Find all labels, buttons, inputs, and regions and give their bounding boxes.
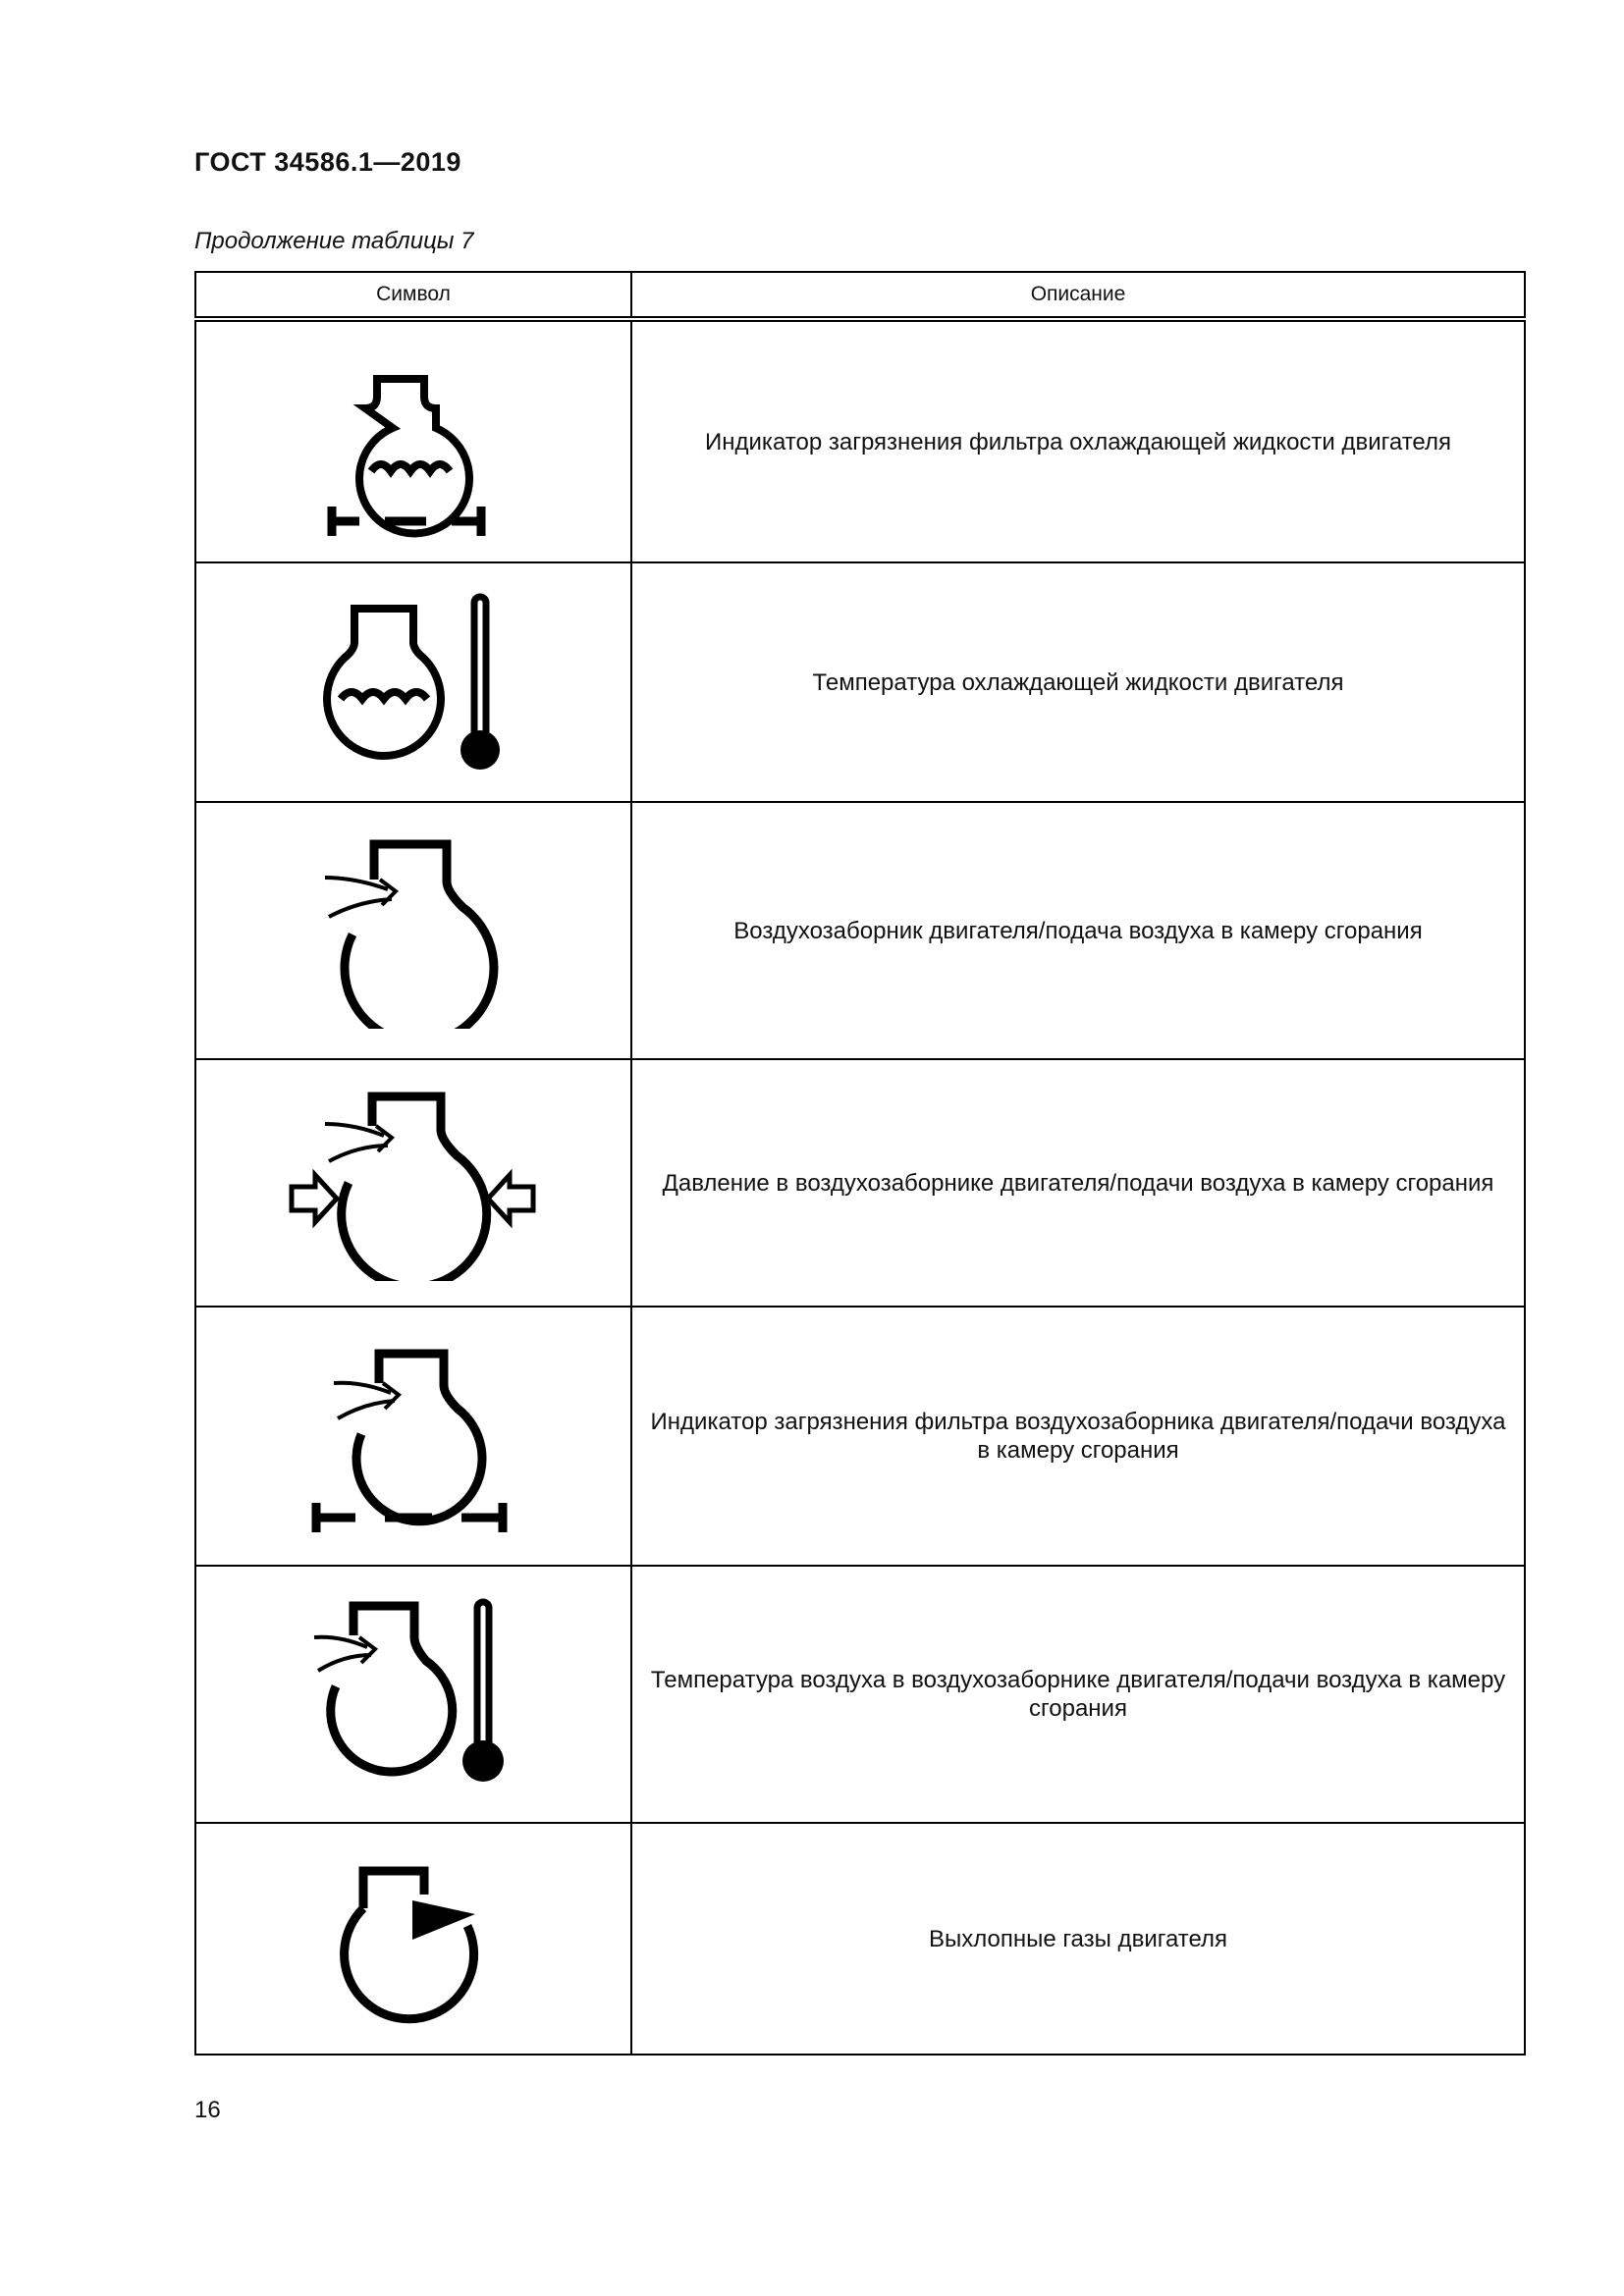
table-row bbox=[195, 319, 1525, 562]
description-cell: Давление в воздухозаборнике двигателя/подачи воздуха в камеру сгорания bbox=[631, 1059, 1525, 1307]
table-row bbox=[195, 1566, 1525, 1823]
page-number: 16 bbox=[194, 2097, 221, 2123]
standard-title: ГОСТ 34586.1—2019 bbox=[194, 147, 461, 177]
column-header-description: Описание bbox=[631, 272, 1525, 319]
table-row bbox=[195, 1059, 1525, 1307]
table-header-row bbox=[195, 272, 1525, 319]
table-row bbox=[195, 802, 1525, 1059]
symbols-table bbox=[194, 271, 1526, 2056]
description-cell: Воздухозаборник двигателя/подача воздуха в камеру сгорания bbox=[631, 802, 1525, 1059]
engine-coolant-filter-clog-icon bbox=[320, 344, 507, 540]
symbol-cell bbox=[195, 562, 631, 802]
symbol-cell bbox=[195, 1566, 631, 1823]
symbol-cell bbox=[195, 319, 631, 562]
symbol-cell bbox=[195, 1823, 631, 2055]
symbol-cell bbox=[195, 1059, 631, 1307]
engine-coolant-temperature-icon bbox=[315, 589, 512, 775]
engine-air-intake-pressure-icon bbox=[286, 1085, 541, 1281]
description-cell: Индикатор загрязнения фильтра охлаждающей жидкости двигателя bbox=[631, 319, 1525, 562]
description-cell: Температура воздуха в воздухозаборнике двигателя/подачи воздуха в камеру сгорания bbox=[631, 1566, 1525, 1823]
column-header-symbol: Символ bbox=[195, 272, 631, 319]
description-cell: Выхлопные газы двигателя bbox=[631, 1823, 1525, 2055]
symbol-cell bbox=[195, 1307, 631, 1566]
table-row bbox=[195, 1823, 1525, 2055]
table-caption: Продолжение таблицы 7 bbox=[194, 228, 474, 254]
engine-air-intake-icon bbox=[315, 832, 512, 1029]
engine-intake-air-temperature-icon bbox=[300, 1596, 526, 1792]
description-cell: Температура охлаждающей жидкости двигателя bbox=[631, 562, 1525, 802]
engine-exhaust-icon bbox=[320, 1845, 507, 2032]
table-row bbox=[195, 1307, 1525, 1566]
description-cell: Индикатор загрязнения фильтра воздухозаборника двигателя/подачи воздуха в камеру сгорания bbox=[631, 1307, 1525, 1566]
table-row bbox=[195, 562, 1525, 802]
engine-air-filter-clog-icon bbox=[310, 1338, 516, 1534]
symbol-cell bbox=[195, 802, 631, 1059]
